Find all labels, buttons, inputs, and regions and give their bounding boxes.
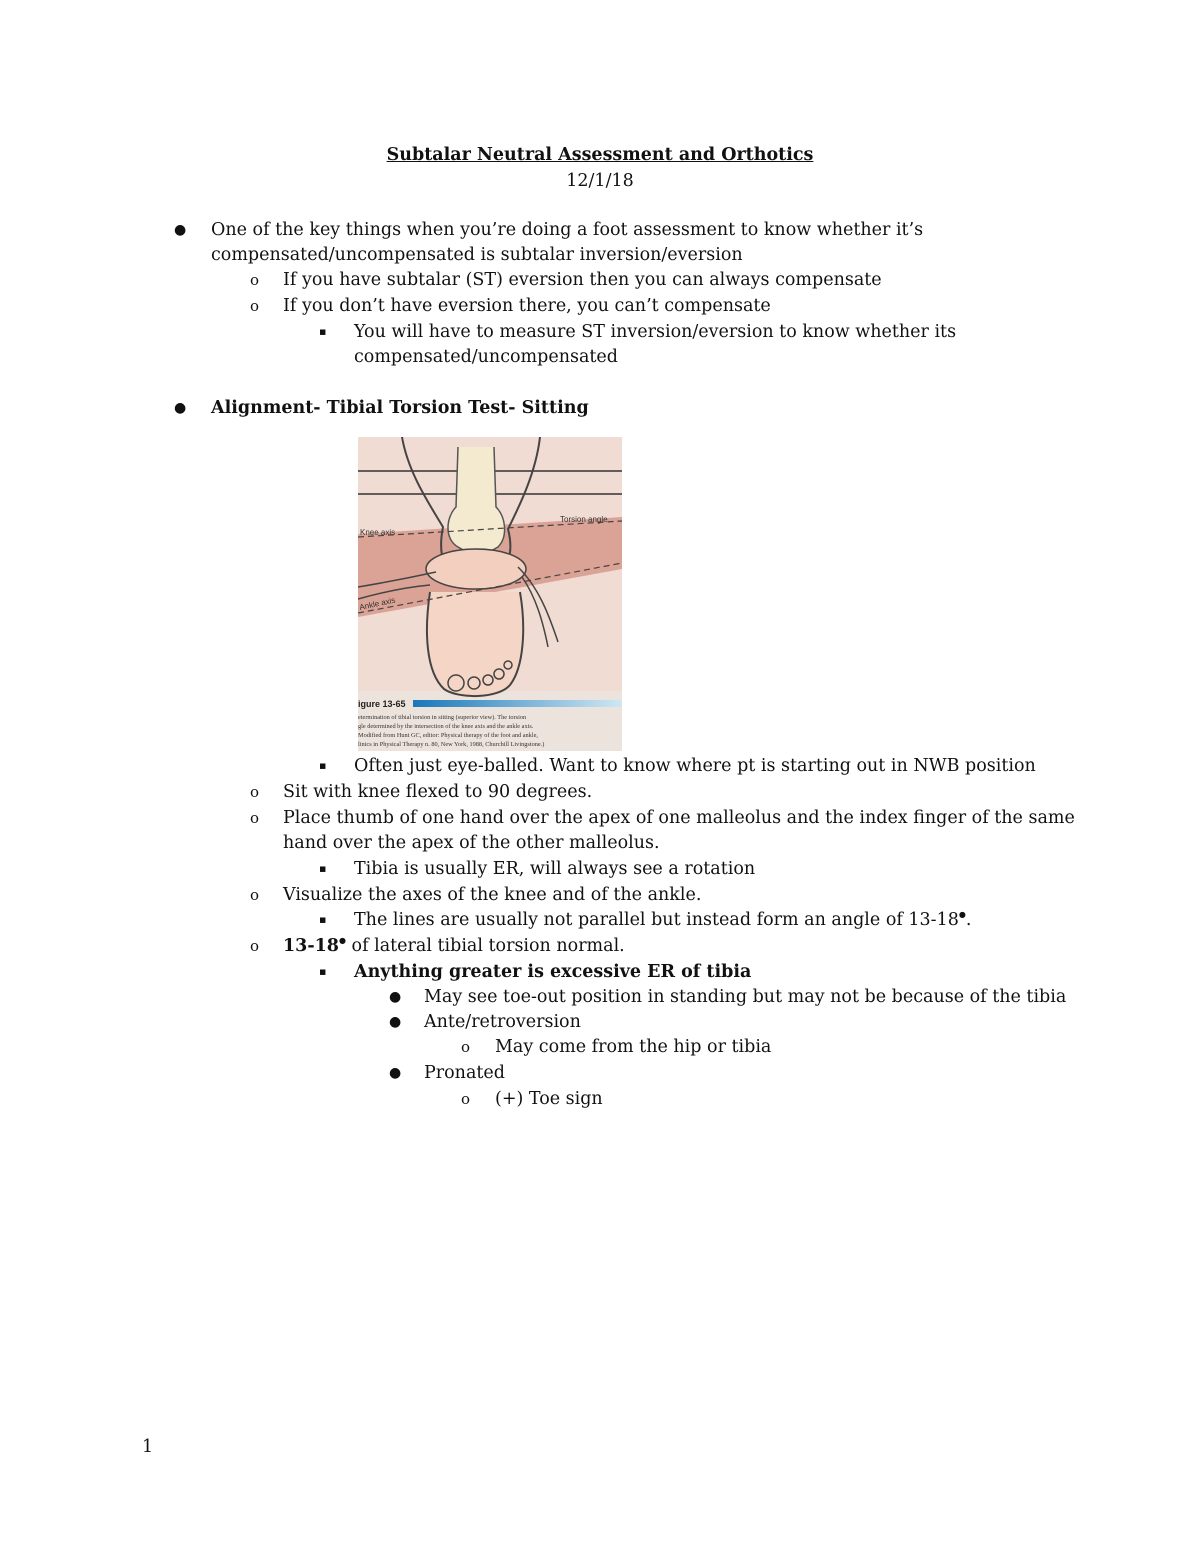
- circle-marker: o: [250, 271, 260, 289]
- page-title: Subtalar Neutral Assessment and Orthotics: [386, 145, 814, 165]
- note-line: (+) Toe sign: [495, 1089, 603, 1109]
- note-line: Anything greater is excessive ER of tibia: [354, 962, 752, 982]
- bullet-marker: ●: [174, 400, 187, 416]
- date: 12/1/18: [566, 171, 634, 191]
- figure-caption-line: gle determined by the intersection of the knee axis and the ankle axis.: [358, 723, 534, 730]
- page-number: 1: [142, 1437, 154, 1457]
- bullet-marker: ●: [174, 222, 187, 238]
- ankle-axis-label: Ankle axis: [358, 595, 397, 612]
- note-line: [283, 934, 625, 958]
- circle-marker: o: [250, 886, 260, 904]
- degree-bullet: ●: [958, 910, 966, 919]
- note-line: Often just eye-balled. Want to know where pt is starting out in NWB position: [354, 756, 1036, 776]
- bullet-marker: ●: [389, 1014, 402, 1030]
- figure-caption-title: igure 13-65: [358, 699, 406, 709]
- circle-marker: o: [461, 1090, 471, 1108]
- tibial-torsion-figure: [358, 437, 622, 751]
- note-text: of lateral tibial torsion normal.: [345, 936, 625, 956]
- note-line: hand over the apex of the other malleolus.: [283, 833, 660, 853]
- bullet-marker: ●: [389, 1065, 402, 1081]
- note-line: compensated/uncompensated is subtalar inversion/eversion: [211, 245, 743, 265]
- note-line: May see toe-out position in standing but may not be because of the tibia: [424, 987, 1067, 1007]
- note-line: You will have to measure ST inversion/eversion to know whether its: [354, 322, 957, 342]
- note-line: May come from the hip or tibia: [495, 1037, 772, 1057]
- section-heading: Alignment- Tibial Torsion Test- Sitting: [211, 398, 589, 418]
- circle-marker: o: [250, 937, 260, 955]
- note-line: One of the key things when you’re doing a foot assessment to know whether it’s: [211, 220, 924, 240]
- bullet-marker: ●: [389, 989, 402, 1005]
- note-line: [354, 908, 971, 932]
- figure-caption-line: linics in Physical Therapy n. 80, New York, 1988, Churchill Livingstone.): [358, 741, 545, 748]
- note-text: The lines are usually not parallel but instead form an angle of 13-18: [354, 910, 959, 930]
- circle-marker: o: [461, 1038, 471, 1056]
- square-marker: ▪: [319, 759, 327, 772]
- note-line: Visualize the axes of the knee and of the ankle.: [283, 885, 702, 905]
- square-marker: ▪: [319, 862, 327, 875]
- note-line: Place thumb of one hand over the apex of one malleolus and the index finger of the same: [283, 808, 1075, 828]
- circle-marker: o: [250, 783, 260, 801]
- note-line: Pronated: [424, 1063, 505, 1083]
- note-line: If you have subtalar (ST) eversion then you can always compensate: [283, 270, 882, 290]
- note-line: compensated/uncompensated: [354, 347, 618, 367]
- figure-caption-line: Modified from Hunt GC, editor: Physical therapy of the foot and ankle,: [358, 732, 538, 739]
- knee-axis-label: Knee axis: [360, 528, 396, 537]
- note-line: Ante/retroversion: [424, 1012, 581, 1032]
- circle-marker: o: [250, 809, 260, 827]
- note-line: Sit with knee flexed to 90 degrees.: [283, 782, 593, 802]
- square-marker: ▪: [319, 965, 327, 978]
- square-marker: ▪: [319, 325, 327, 338]
- circle-marker: o: [250, 297, 260, 315]
- note-text-bold: 13-18: [283, 936, 339, 956]
- note-line: If you don’t have eversion there, you can’t compensate: [283, 296, 771, 316]
- figure-caption-line: etermination of tibial torsion in sitting (superior view). The torsion: [358, 714, 527, 721]
- torsion-angle-label: Torsion angle: [560, 515, 608, 524]
- note-line: Tibia is usually ER, will always see a rotation: [354, 859, 756, 879]
- note-text: .: [965, 910, 972, 930]
- degree-bullet: ●: [338, 936, 346, 945]
- square-marker: ▪: [319, 913, 327, 926]
